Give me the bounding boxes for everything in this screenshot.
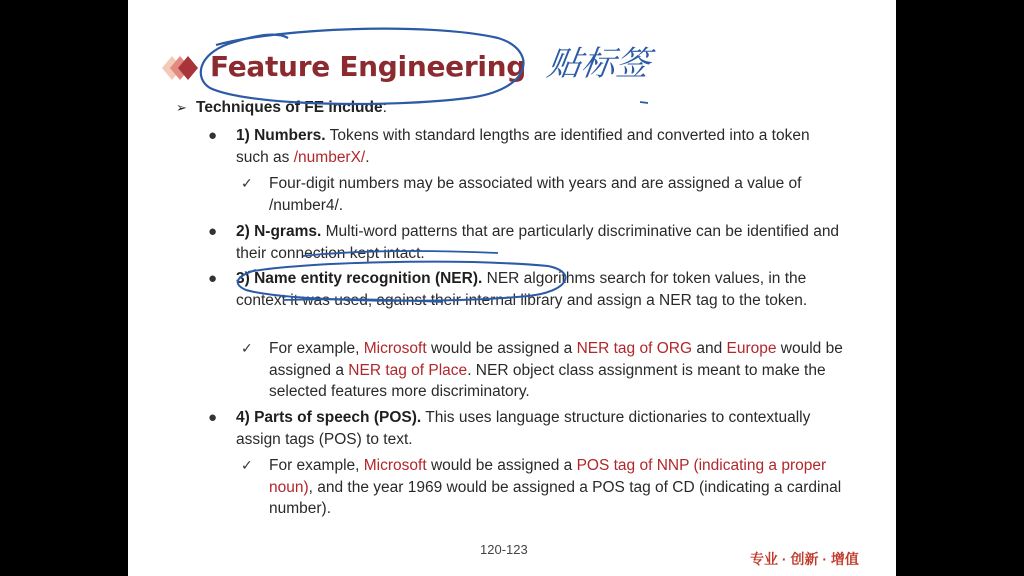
sub-text: would be assigned a	[269, 340, 843, 379]
sub-highlight: Europe	[726, 340, 777, 357]
sub-highlight: Microsoft	[363, 340, 427, 357]
diamond-logo-icon	[148, 48, 208, 88]
intro-label: Techniques of FE include	[196, 99, 383, 116]
sub-item	[241, 455, 859, 520]
sub-text: For example,	[269, 340, 364, 357]
sub-item	[241, 338, 859, 403]
intro-line	[176, 99, 387, 117]
sub-text: For example,	[269, 457, 364, 474]
checkmark-icon: ✓	[241, 457, 253, 473]
small-dash-annotation	[640, 102, 648, 103]
item-text: Multi-word patterns that are particularly discriminative can be identified and their connection kept intact.	[236, 223, 840, 262]
arrow-bullet-icon: ➢	[176, 100, 187, 115]
item-text: Tokens with standard lengths are identified and converted into a token such as	[236, 127, 810, 166]
list-item	[208, 407, 846, 450]
item-heading: 4) Parts of speech (POS).	[236, 409, 422, 426]
sub-text: , and the year 1969 would be assigned a POS tag of CD (indicating a cardinal number).	[269, 478, 842, 517]
sub-text: . NER object class assignment is meant to make the selected features more discriminatory.	[269, 361, 826, 400]
item-highlight: /numberX/	[293, 148, 366, 166]
page-number: 120-123	[480, 542, 528, 557]
slide	[128, 0, 896, 576]
handwritten-note: 贴标签	[544, 44, 653, 84]
footer-motto: 专业 · 创新 · 增值	[750, 551, 859, 567]
item-tail: .	[365, 148, 370, 166]
sub-item	[241, 173, 859, 216]
checkmark-icon: ✓	[241, 340, 253, 356]
sub-highlight: POS tag of NNP (indicating a proper noun)	[269, 457, 827, 496]
checkmark-icon: ✓	[241, 175, 253, 191]
item-heading: 1) Numbers.	[236, 127, 326, 144]
sub-text: and	[692, 340, 727, 357]
item-text: NER algorithms search for token values, in the context it was used, against their internal library and assign a NER tag to the token.	[236, 270, 808, 309]
list-item	[208, 268, 846, 311]
slide-title: Feature Engineering	[210, 50, 527, 83]
sub-highlight: Microsoft	[363, 457, 427, 474]
sub-text: would be assigned a	[426, 457, 577, 474]
bullet-icon: ●	[208, 409, 218, 426]
sub-text: Four-digit numbers may be associated with years and are assigned a value of /number4/.	[269, 175, 802, 214]
bullet-icon: ●	[208, 270, 218, 287]
sub-highlight: NER tag of Place	[348, 361, 468, 379]
list-item	[208, 125, 846, 168]
sub-text: would be assigned a	[426, 340, 577, 357]
sub-highlight: NER tag of ORG	[576, 340, 693, 357]
item-text: This uses language structure dictionaries to contextually assign tags (POS) to text.	[236, 409, 811, 448]
bullet-icon: ●	[208, 127, 218, 144]
bullet-icon: ●	[208, 223, 218, 240]
list-item	[208, 221, 846, 264]
intro-suffix: :	[382, 99, 387, 116]
item-heading: 3) Name entity recognition (NER).	[236, 270, 483, 287]
item-heading: 2) N-grams.	[236, 223, 322, 240]
